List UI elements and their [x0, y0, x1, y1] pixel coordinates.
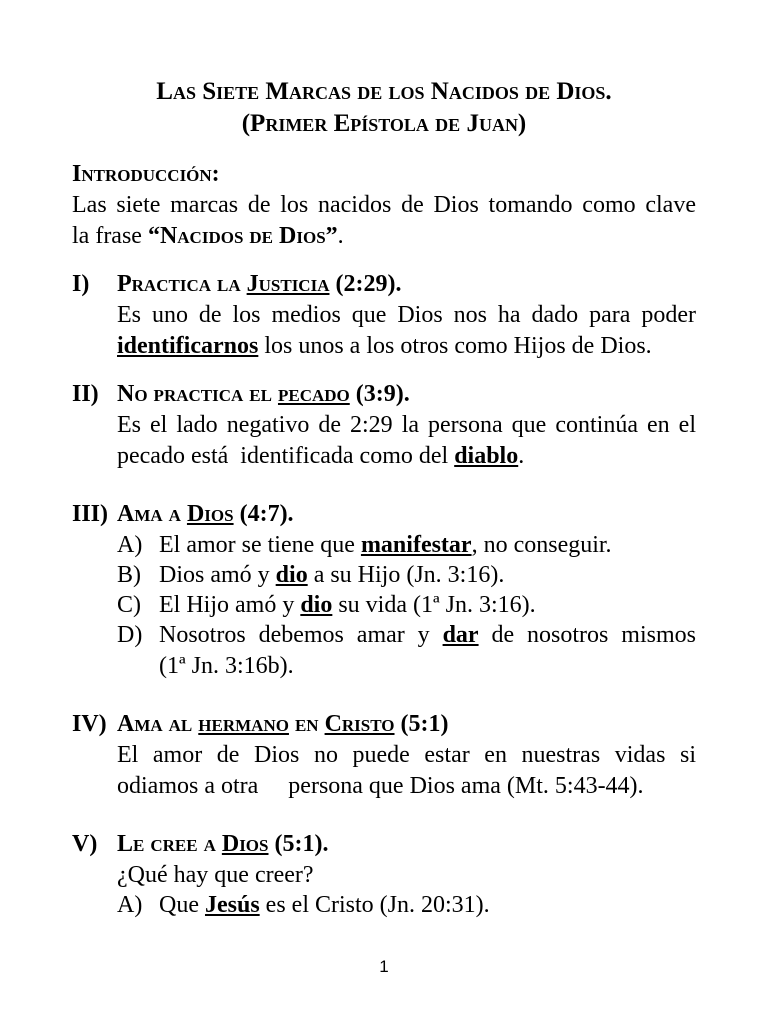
intro-text-part: la frase	[72, 223, 148, 249]
heading-part: Ama a	[117, 501, 187, 527]
item-text-end: , no conseguir.	[471, 532, 612, 558]
page-number: 1	[379, 957, 389, 976]
heading-part: en	[288, 711, 325, 737]
item-letter: B)	[117, 562, 141, 588]
section-4-heading	[72, 711, 449, 738]
section-5-heading-text	[117, 831, 328, 857]
section-2-line-2-text: pecado está identificada como del	[117, 443, 455, 469]
item-keyword: dar	[442, 622, 479, 648]
heading-reference: (2:29).	[329, 271, 402, 297]
item-letter: C)	[117, 592, 141, 618]
item-keyword: dio	[300, 592, 333, 618]
intro-heading-text: Introducción:	[72, 161, 220, 187]
heading-part: Practica la	[117, 271, 247, 297]
heading-part: Le cree a	[117, 831, 222, 857]
section-3-heading-text	[117, 501, 294, 527]
document-title-line-2: (Primer Epístola de Juan)	[241, 110, 527, 137]
section-1-keyword: identificarnos	[117, 333, 259, 359]
section-2-heading	[72, 381, 410, 408]
heading-underlined: Dios	[186, 501, 234, 527]
item-text: Dios amó y	[159, 562, 276, 588]
heading-part: No practica el	[117, 381, 278, 407]
section-2-line-2-end: .	[518, 443, 525, 469]
heading-underlined: hermano	[198, 711, 289, 737]
section-1-heading-text	[117, 271, 401, 297]
section-1-number: I)	[72, 271, 90, 297]
d-word-4: y	[417, 622, 430, 648]
heading-underlined: Justicia	[246, 271, 330, 297]
section-4-line-1: El amor de Dios no puede estar en nuestras vidas si	[117, 742, 696, 768]
section-3-number: III)	[72, 501, 109, 527]
item-text-end: es el Cristo (Jn. 20:31).	[259, 892, 490, 918]
item-text-end: a su Hijo (Jn. 3:16).	[307, 562, 505, 588]
section-2-line-2	[117, 443, 524, 470]
item-keyword: dio	[275, 562, 308, 588]
section-3-item-a	[117, 532, 612, 559]
heading-reference: (3:9).	[349, 381, 410, 407]
heading-underlined: Dios	[221, 831, 269, 857]
d-word-7: mismos	[621, 622, 696, 648]
heading-part: Ama al	[117, 711, 199, 737]
d-word-6: nosotros	[527, 622, 609, 648]
heading-reference: (5:1).	[268, 831, 329, 857]
item-text: El Hijo amó y	[159, 592, 301, 618]
section-5-line-1: ¿Qué hay que creer?	[117, 862, 314, 888]
section-1-heading	[72, 271, 401, 298]
heading-reference: (4:7).	[233, 501, 294, 527]
section-5-heading	[72, 831, 328, 858]
item-letter: A)	[117, 892, 143, 918]
section-1-line-2	[117, 333, 652, 360]
item-keyword: manifestar	[360, 532, 472, 558]
document-title-line-1: Las Siete Marcas de los Nacidos de Dios.	[156, 78, 612, 105]
intro-text-line-1: Las siete marcas de los nacidos de Dios tomando como clave	[72, 192, 696, 218]
section-5-item-a	[117, 892, 490, 919]
d-word-2: debemos	[258, 622, 344, 648]
heading-underlined: Cristo	[324, 711, 395, 737]
section-1-line-1: Es uno de los medios que Dios nos ha dado para poder	[117, 302, 696, 328]
section-3-item-d	[117, 622, 696, 649]
d-word-1: Nosotros	[159, 622, 246, 648]
d-word-5: de	[491, 622, 515, 648]
section-3-item-c	[117, 592, 536, 619]
section-4-number: IV)	[72, 711, 107, 737]
section-5-number: V)	[72, 831, 98, 857]
item-letter: D)	[117, 622, 143, 648]
intro-key-phrase: “Nacidos de Dios”	[147, 223, 338, 249]
section-2-number: II)	[72, 381, 99, 407]
section-4-heading-text	[117, 711, 449, 737]
item-text: El amor se tiene que	[159, 532, 361, 558]
item-text: Que	[159, 892, 205, 918]
item-text-end: su vida (1ª Jn. 3:16).	[332, 592, 536, 618]
section-3-item-b	[117, 562, 504, 589]
heading-underlined: pecado	[277, 381, 350, 407]
intro-heading	[72, 161, 220, 188]
intro-text-line-2	[72, 223, 344, 250]
section-4-line-2: odiamos a otra persona que Dios ama (Mt. 5:43-44).	[117, 773, 644, 799]
section-2-keyword: diablo	[454, 443, 519, 469]
intro-text-end: .	[337, 223, 344, 249]
item-keyword: Jesús	[204, 892, 260, 918]
section-3-item-d-cont: (1ª Jn. 3:16b).	[159, 653, 294, 679]
section-2-heading-text	[117, 381, 410, 407]
section-2-line-1: Es el lado negativo de 2:29 la persona que continúa en el	[117, 412, 696, 438]
item-letter: A)	[117, 532, 143, 558]
section-1-line-2-rest: los unos a los otros como Hijos de Dios.	[258, 333, 652, 359]
d-word-3: amar	[356, 622, 405, 648]
section-3-heading	[72, 501, 294, 528]
heading-reference: (5:1)	[394, 711, 449, 737]
item-text-group	[159, 622, 696, 649]
